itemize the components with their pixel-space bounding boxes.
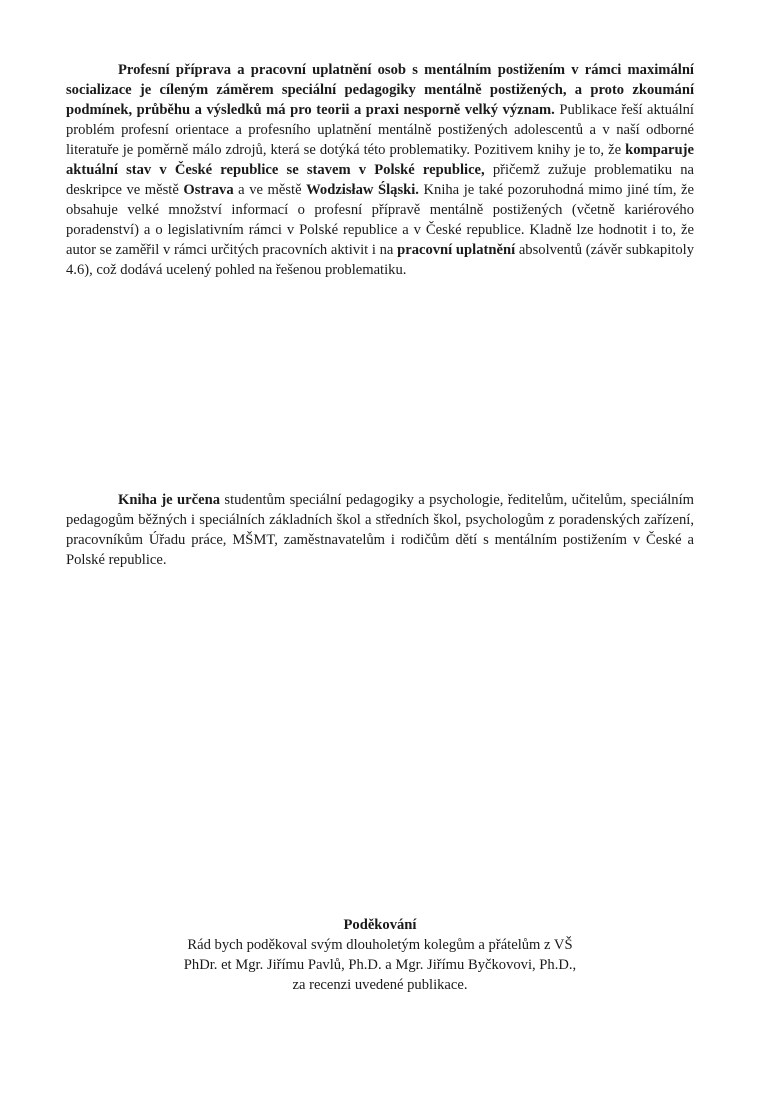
acknowledgement-title: Poděkování xyxy=(343,917,417,933)
paragraph-bold-comparison: komparuje aktuální stav v České republice se stavem v Polské republice, xyxy=(66,142,694,178)
acknowledgement-line: PhDr. et Mgr. Jiřímu Pavlů, Ph.D. a Mgr. Jiřímu Byčkovovi, Ph.D., xyxy=(183,957,577,973)
acknowledgement-line: Rád bych poděkoval svým dlouholetým kolegům a přátelům z VŠ xyxy=(187,937,573,953)
paragraph-audience xyxy=(66,490,694,570)
paragraph-intro xyxy=(66,60,694,280)
paragraph-bold-intro: Profesní příprava a pracovní uplatnění osob s mentálním postižením v rámci maximální socializace je cíleným záměrem speciální pedagogiky mentálně postižených, a proto zkoumání podmínek, průběhu a výsledků má pro teorii a praxi nesporně velký význam. xyxy=(66,62,694,118)
paragraph-text: studentům speciální pedagogiky a psychologie, ředitelům, učitelům, speciálním pedagogům běžných i speciálních základních škol a středních škol, psychologům z poradenských zařízení, pracovníkům Úřadu práce, MŠMT, zaměstnavatelům i rodičům dětí s mentálním postižením v České a Polské republice. xyxy=(66,492,694,568)
acknowledgement-line: za recenzi uvedené publikace. xyxy=(292,977,468,993)
paragraph-bold-employment: pracovní uplatnění xyxy=(397,242,516,258)
paragraph-bold-city-wodzislaw: Wodzisław Śląski. xyxy=(306,182,419,198)
paragraph-text: Publikace řeší aktuální problém profesní orientace a profesního uplatnění mentálně postižených adolescentů a v naší odborné literatuře je poměrně málo zdrojů, která se dotýká této problematiky. Pozitivem knihy je to, že xyxy=(66,102,694,158)
paragraph-text: Kniha je také pozoruhodná mimo jiné tím, že obsahuje velké množství informací o profesní přípravě mentálně postižených (včetně kariérového poradenství) a o legislativním rámci v Polské republice a v České republice. Kladně lze hodnotit i to, že autor se zaměřil v rámci určitých pracovních aktivit i na xyxy=(66,182,695,258)
paragraph-text: přičemž zužuje problematiku na deskripce ve městě xyxy=(66,162,694,198)
paragraph-bold-city-ostrava: Ostrava xyxy=(183,182,234,198)
paragraph-bold-audience: Kniha je určena xyxy=(118,492,221,508)
paragraph-text: a ve městě xyxy=(233,182,307,198)
paragraph-text: absolventů (závěr subkapitoly 4.6), což dodává ucelený pohled na řešenou problematiku. xyxy=(66,242,694,278)
acknowledgement xyxy=(100,915,660,995)
